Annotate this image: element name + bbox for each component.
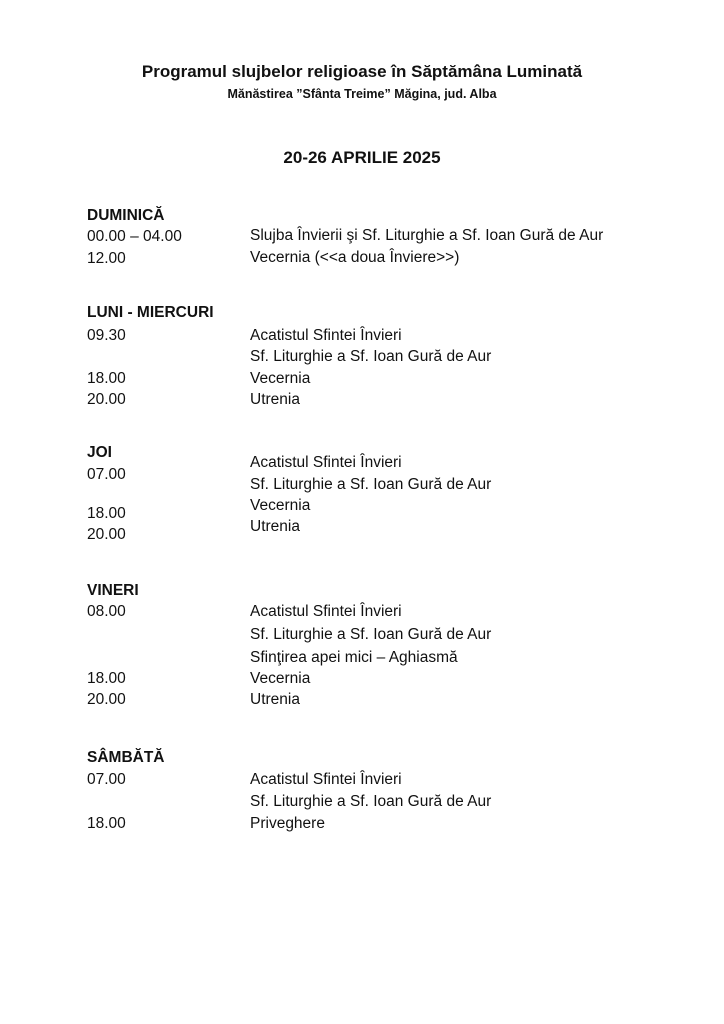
service-saturday-3: Priveghere (250, 815, 325, 832)
service-mon-wed-2: Sf. Liturghie a Sf. Ioan Gură de Aur (250, 348, 492, 365)
service-friday-4: Vecernia (250, 670, 311, 687)
day-heading-saturday: SÂMBĂTĂ (87, 749, 165, 766)
time-mon-wed-2: 18.00 (87, 370, 126, 387)
service-mon-wed-3: Vecernia (250, 370, 311, 387)
time-friday-3: 20.00 (87, 691, 126, 708)
service-sunday-1: Slujba Învierii şi Sf. Liturghie a Sf. Ioan Gură de Aur (250, 227, 604, 244)
service-saturday-2: Sf. Liturghie a Sf. Ioan Gură de Aur (250, 793, 492, 810)
service-friday-5: Utrenia (250, 691, 300, 708)
date-range: 20-26 APRILIE 2025 (283, 148, 441, 167)
time-thursday-1: 07.00 (87, 466, 126, 483)
time-thursday-3: 20.00 (87, 526, 126, 543)
time-friday-2: 18.00 (87, 670, 126, 687)
page-title: Programul slujbelor religioase în Săptămâna Luminată (141, 62, 583, 81)
day-heading-friday: VINERI (87, 582, 139, 599)
service-sunday-2: Vecernia (<<a doua Înviere>>) (250, 249, 460, 266)
time-saturday-2: 18.00 (87, 815, 126, 832)
service-friday-2: Sf. Liturghie a Sf. Ioan Gură de Aur (250, 626, 492, 643)
service-thursday-3: Vecernia (250, 497, 311, 514)
service-mon-wed-1: Acatistul Sfintei Învieri (250, 327, 402, 344)
day-heading-thursday: JOI (87, 444, 112, 461)
time-thursday-2: 18.00 (87, 505, 126, 522)
time-friday-1: 08.00 (87, 603, 126, 620)
service-thursday-4: Utrenia (250, 518, 300, 535)
service-friday-3: Sfinţirea apei mici – Aghiasmă (250, 649, 458, 666)
service-friday-1: Acatistul Sfintei Învieri (250, 603, 402, 620)
time-saturday-1: 07.00 (87, 771, 126, 788)
day-heading-sunday: DUMINICĂ (87, 207, 165, 224)
day-heading-mon-wed: LUNI - MIERCURI (87, 304, 214, 321)
time-mon-wed-1: 09.30 (87, 327, 126, 344)
service-mon-wed-4: Utrenia (250, 391, 300, 408)
time-sunday-2: 12.00 (87, 250, 126, 267)
service-thursday-2: Sf. Liturghie a Sf. Ioan Gură de Aur (250, 476, 492, 493)
service-saturday-1: Acatistul Sfintei Învieri (250, 771, 402, 788)
time-sunday-1: 00.00 – 04.00 (87, 228, 182, 245)
time-mon-wed-3: 20.00 (87, 391, 126, 408)
page-subtitle: Mănăstirea ”Sfânta Treime” Măgina, jud. Alba (227, 87, 497, 101)
service-thursday-1: Acatistul Sfintei Învieri (250, 454, 402, 471)
